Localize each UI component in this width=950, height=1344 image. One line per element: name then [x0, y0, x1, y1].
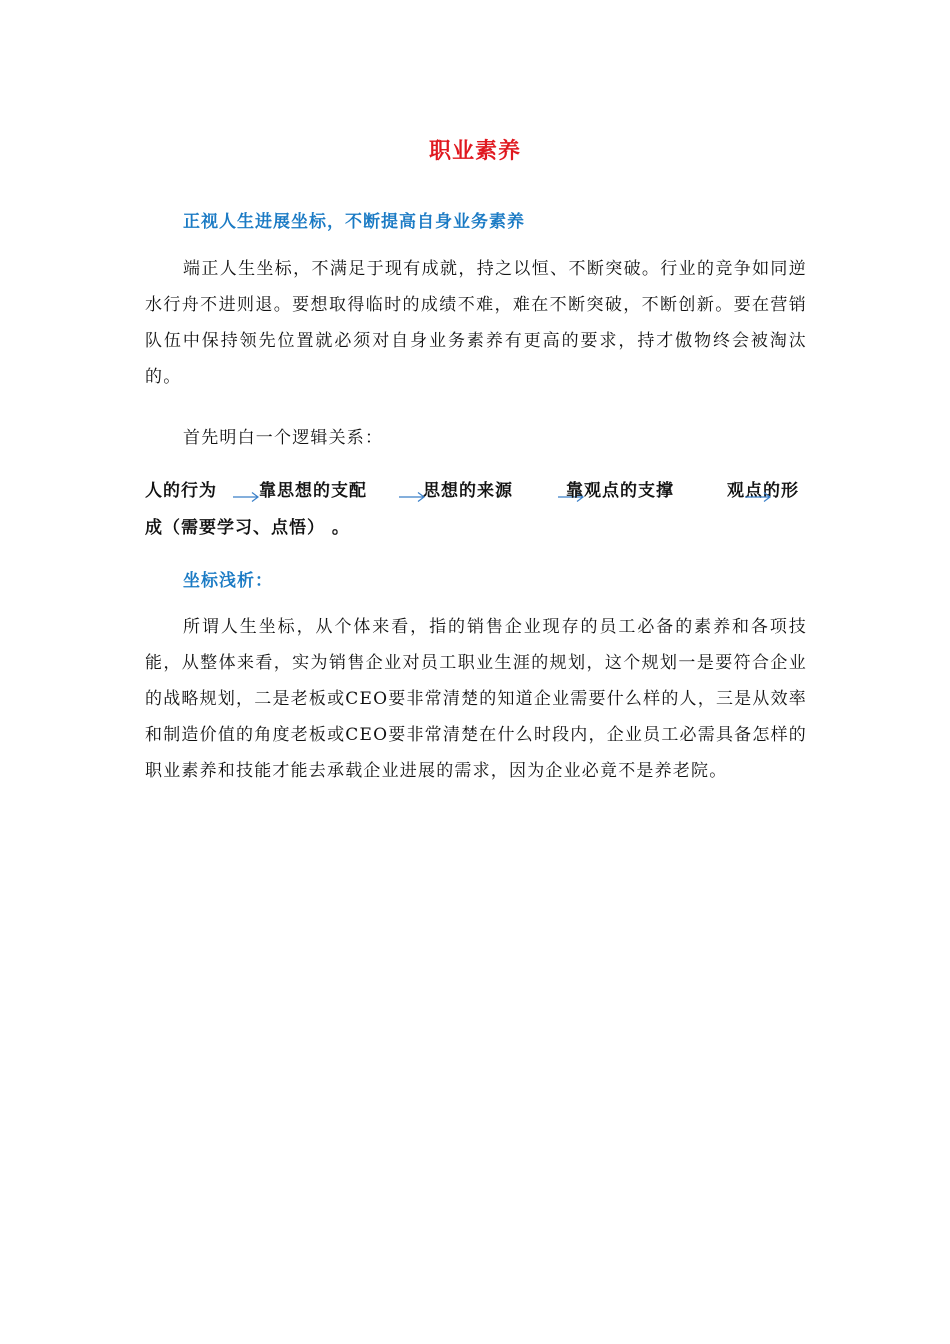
flow-item-thought-control: 靠思想的支配: [259, 481, 367, 501]
section-heading-coordinates: 正视人生进展坐标，不断提高自身业务素养: [183, 212, 525, 232]
flow-item-behavior: 人的行为: [145, 481, 217, 501]
flow-item-thought-source: 思想的来源: [423, 481, 513, 501]
paragraph-logic-lead: 首先明白一个逻辑关系：: [183, 428, 384, 448]
right-arrow-icon: [744, 491, 772, 503]
paragraph-analysis: 所谓人生坐标，从个体来看，指的销售企业现存的员工必备的素养和各项技能，从整体来看，实为销售企业对员工职业生涯的规划，这个规划一是要符合企业的战略规划，二是老板或CEO要非常清楚的知道企业需要什么样的人，三是从效率和制造价值的角度老板或CEO要非常清楚在什么时段内，企业员工必需具备怎样的职业素养和技能才能去承载企业进展的需求，因为企业必竟不是养老院。: [145, 617, 807, 781]
right-arrow-icon: [398, 491, 426, 503]
paragraph-intro: 端正人生坐标，不满足于现有成就，持之以恒、不断突破。行业的竞争如同逆水行舟不进则退。要想取得临时的成绩不难，难在不断突破，不断创新。要在营销队伍中保持领先位置就必须对自身业务素养有更高的要求，持才傲物终会被淘汰的。: [145, 259, 807, 387]
section-heading-analysis: 坐标浅析：: [183, 571, 273, 591]
flow-item-viewpoint-support: 靠观点的支撑: [566, 481, 674, 501]
page-title: 职业素养: [428, 139, 521, 164]
flow-item-viewpoint-form: 观点的形: [727, 481, 799, 501]
flow-continuation: 成（需要学习、点悟） 。: [145, 518, 350, 538]
right-arrow-icon: [232, 491, 260, 503]
